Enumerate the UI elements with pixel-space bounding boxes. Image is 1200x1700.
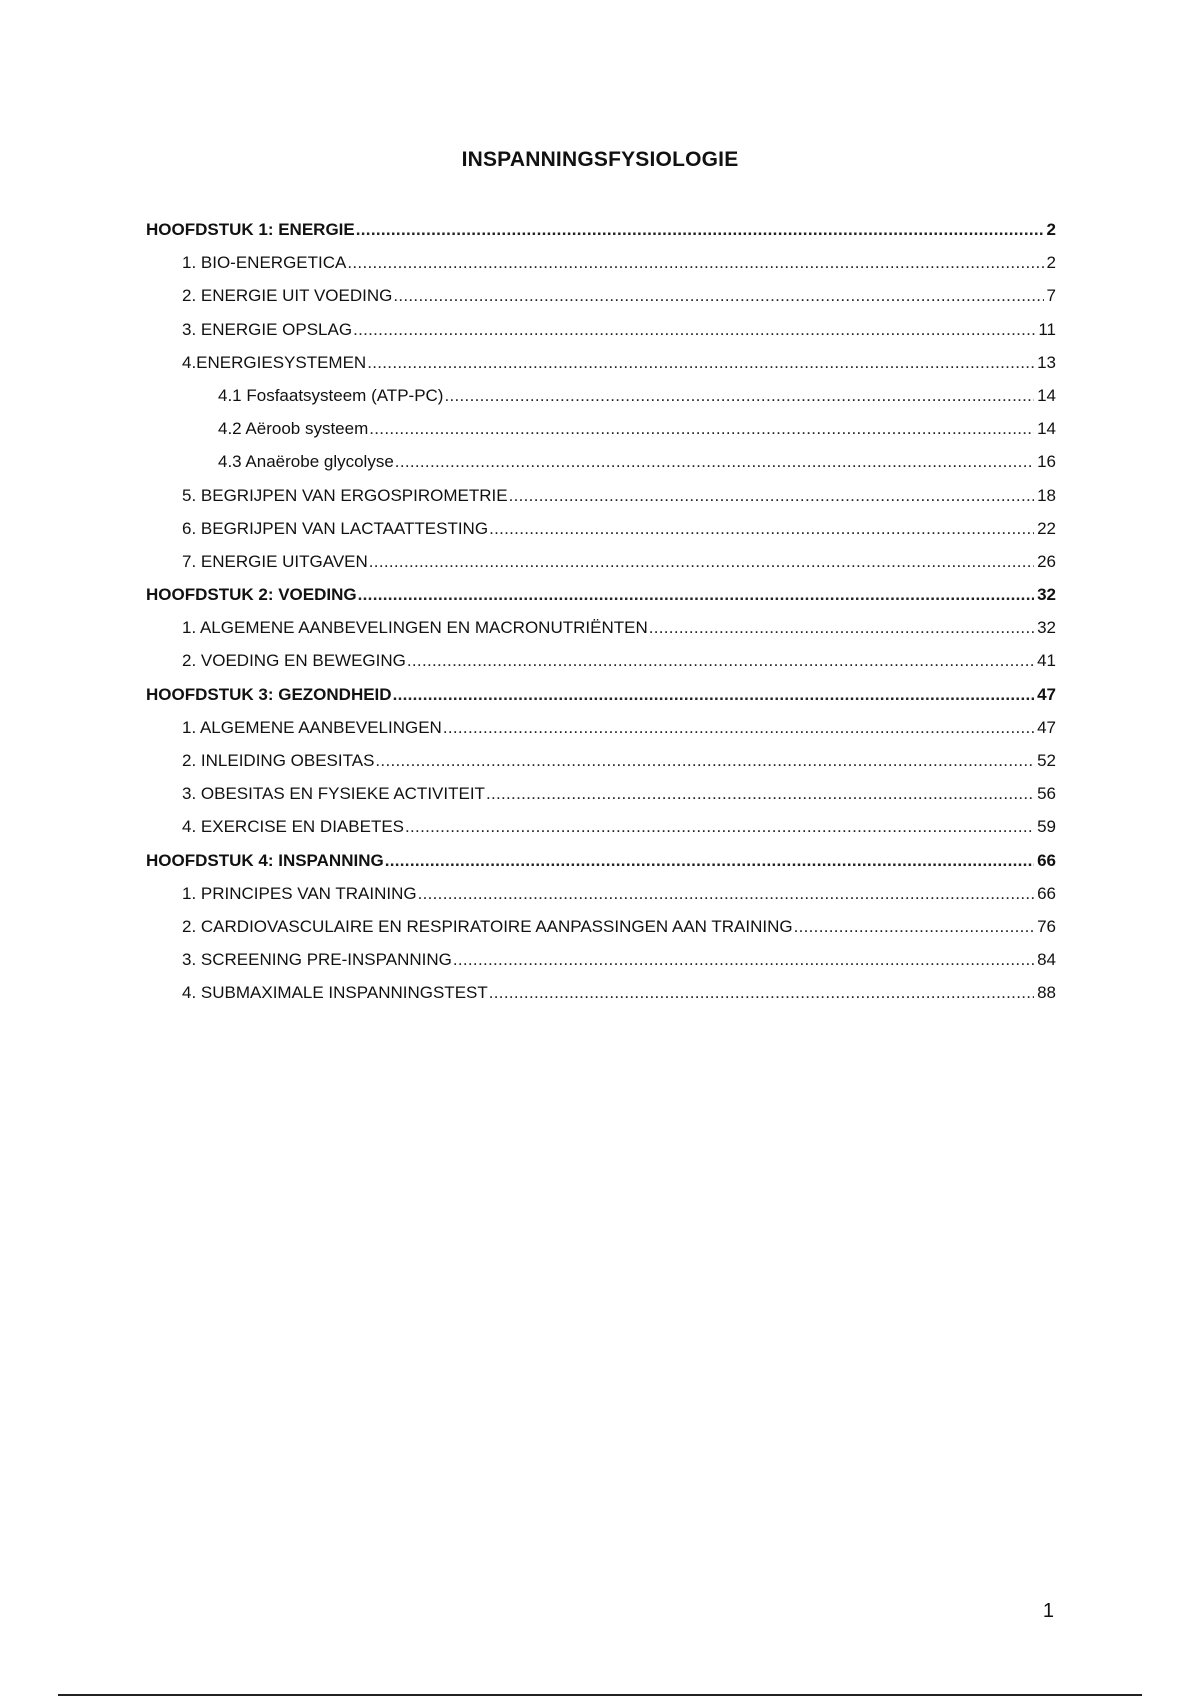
toc-entry-label: 7. ENERGIE UITGAVEN <box>182 551 368 571</box>
toc-dot-leader <box>393 286 1043 306</box>
toc-entry-page: 14 <box>1037 385 1056 405</box>
toc-entry-page: 32 <box>1037 585 1056 605</box>
toc-entry-page: 16 <box>1037 452 1056 472</box>
toc-entry-label: 4. SUBMAXIMALE INSPANNINGSTEST <box>182 983 488 1003</box>
toc-dot-leader <box>375 751 1034 771</box>
toc-entry-label: HOOFDSTUK 1: ENERGIE <box>146 220 355 239</box>
toc-entry-label: 3. OBESITAS EN FYSIEKE ACTIVITEIT <box>182 784 485 804</box>
toc-entry-page: 59 <box>1037 817 1056 837</box>
toc-dot-leader <box>418 884 1034 904</box>
toc-entry[interactable] <box>146 452 1056 485</box>
toc-entry[interactable] <box>146 685 1056 718</box>
toc-entry-page: 18 <box>1037 485 1056 505</box>
toc-entry-page: 84 <box>1037 950 1056 970</box>
toc-entry-label: 2. ENERGIE UIT VOEDING <box>182 286 393 306</box>
toc-entry[interactable] <box>146 552 1056 585</box>
document-title: INSPANNINGSFYSIOLOGIE <box>461 148 739 171</box>
toc-dot-leader <box>369 552 1034 572</box>
toc-dot-leader <box>489 983 1034 1003</box>
toc-entry-label: 4.3 Anaërobe glycolyse <box>218 452 394 472</box>
toc-entry[interactable] <box>146 286 1056 319</box>
toc-entry-label: 1. ALGEMENE AANBEVELINGEN <box>182 717 442 737</box>
toc-entry-page: 11 <box>1038 319 1056 339</box>
toc-entry[interactable] <box>146 950 1056 983</box>
toc-entry[interactable] <box>146 851 1056 884</box>
toc-dot-leader <box>509 486 1034 506</box>
toc-entry-page: 66 <box>1037 883 1056 903</box>
toc-entry-page: 13 <box>1037 352 1056 372</box>
toc-entry-page: 88 <box>1037 983 1056 1003</box>
toc-entry-label: 3. ENERGIE OPSLAG <box>182 319 353 339</box>
toc-entry-page: 2 <box>1046 220 1056 239</box>
toc-entry-label: 3. SCREENING PRE-INSPANNING <box>182 950 452 970</box>
toc-entry[interactable] <box>146 519 1056 552</box>
toc-entry[interactable] <box>146 419 1056 452</box>
toc-entry-label: 4.1 Fosfaatsysteem (ATP-PC) <box>218 385 444 405</box>
toc-dot-leader <box>444 386 1034 406</box>
toc-entry-page: 2 <box>1046 253 1056 273</box>
toc-entry-page: 56 <box>1037 784 1056 804</box>
toc-dot-leader <box>405 817 1034 837</box>
toc-dot-leader <box>367 353 1034 373</box>
toc-entry[interactable] <box>146 220 1056 253</box>
toc-dot-leader <box>358 585 1034 605</box>
toc-entry-label: 1. BIO-ENERGETICA <box>182 253 347 273</box>
toc-entry-page: 66 <box>1037 850 1056 870</box>
toc-entry[interactable] <box>146 486 1056 519</box>
toc-entry[interactable] <box>146 983 1056 1016</box>
toc-entry[interactable] <box>146 253 1056 286</box>
toc-dot-leader <box>453 950 1034 970</box>
toc-dot-leader <box>486 784 1034 804</box>
toc-entry-label: HOOFDSTUK 2: VOEDING <box>146 585 357 605</box>
toc-entry-label: 1. PRINCIPES VAN TRAINING <box>182 883 417 903</box>
toc-entry[interactable] <box>146 386 1056 419</box>
toc-dot-leader <box>353 320 1035 340</box>
toc-dot-leader <box>489 519 1034 539</box>
table-of-contents <box>146 220 1056 1017</box>
toc-dot-leader <box>443 718 1034 738</box>
toc-dot-leader <box>385 851 1034 871</box>
toc-entry-label: HOOFDSTUK 4: INSPANNING <box>146 850 384 870</box>
toc-dot-leader <box>794 917 1034 937</box>
toc-entry-label: 1. ALGEMENE AANBEVELINGEN EN MACRONUTRIËNTEN <box>182 618 648 638</box>
toc-entry-label: 5. BEGRIJPEN VAN ERGOSPIROMETRIE <box>182 485 508 505</box>
toc-entry[interactable] <box>146 884 1056 917</box>
toc-dot-leader <box>395 452 1034 472</box>
toc-entry[interactable] <box>146 618 1056 651</box>
toc-entry[interactable] <box>146 718 1056 751</box>
toc-dot-leader <box>393 685 1035 705</box>
toc-entry-page: 47 <box>1037 717 1056 737</box>
toc-entry-label: 2. INLEIDING OBESITAS <box>182 751 375 770</box>
toc-entry-label: 4.2 Aëroob systeem <box>218 419 369 439</box>
toc-entry-label: 2. CARDIOVASCULAIRE EN RESPIRATOIRE AANPASSINGEN AAN TRAINING <box>182 916 793 936</box>
toc-entry[interactable] <box>146 784 1056 817</box>
toc-entry[interactable] <box>146 353 1056 386</box>
toc-entry-page: 76 <box>1037 916 1056 936</box>
toc-dot-leader <box>356 220 1044 240</box>
toc-entry-label: 6. BEGRIJPEN VAN LACTAATTESTING <box>182 518 489 538</box>
toc-entry-page: 26 <box>1037 551 1056 571</box>
toc-entry-label: 4. EXERCISE EN DIABETES <box>182 817 405 837</box>
toc-entry-page: 52 <box>1037 751 1056 770</box>
toc-entry-label: 4.ENERGIESYSTEMEN <box>182 352 367 372</box>
toc-entry[interactable] <box>146 751 1056 784</box>
toc-dot-leader <box>369 419 1034 439</box>
toc-entry-page: 32 <box>1037 618 1056 638</box>
toc-dot-leader <box>407 651 1034 671</box>
toc-dot-leader <box>347 253 1043 273</box>
page-bottom-divider <box>58 1694 1142 1696</box>
toc-entry-label: 2. VOEDING EN BEWEGING <box>182 651 406 671</box>
toc-entry-page: 22 <box>1037 518 1056 538</box>
toc-entry[interactable] <box>146 320 1056 353</box>
toc-entry[interactable] <box>146 651 1056 684</box>
page-number: 1 <box>1042 1600 1054 1622</box>
toc-dot-leader <box>649 618 1034 638</box>
toc-entry-page: 7 <box>1046 286 1056 306</box>
toc-entry-page: 14 <box>1037 419 1056 439</box>
toc-entry[interactable] <box>146 917 1056 950</box>
toc-entry[interactable] <box>146 585 1056 618</box>
toc-entry-page: 47 <box>1037 684 1056 704</box>
toc-entry[interactable] <box>146 817 1056 850</box>
toc-entry-page: 41 <box>1037 651 1056 671</box>
toc-entry-label: HOOFDSTUK 3: GEZONDHEID <box>146 684 392 704</box>
